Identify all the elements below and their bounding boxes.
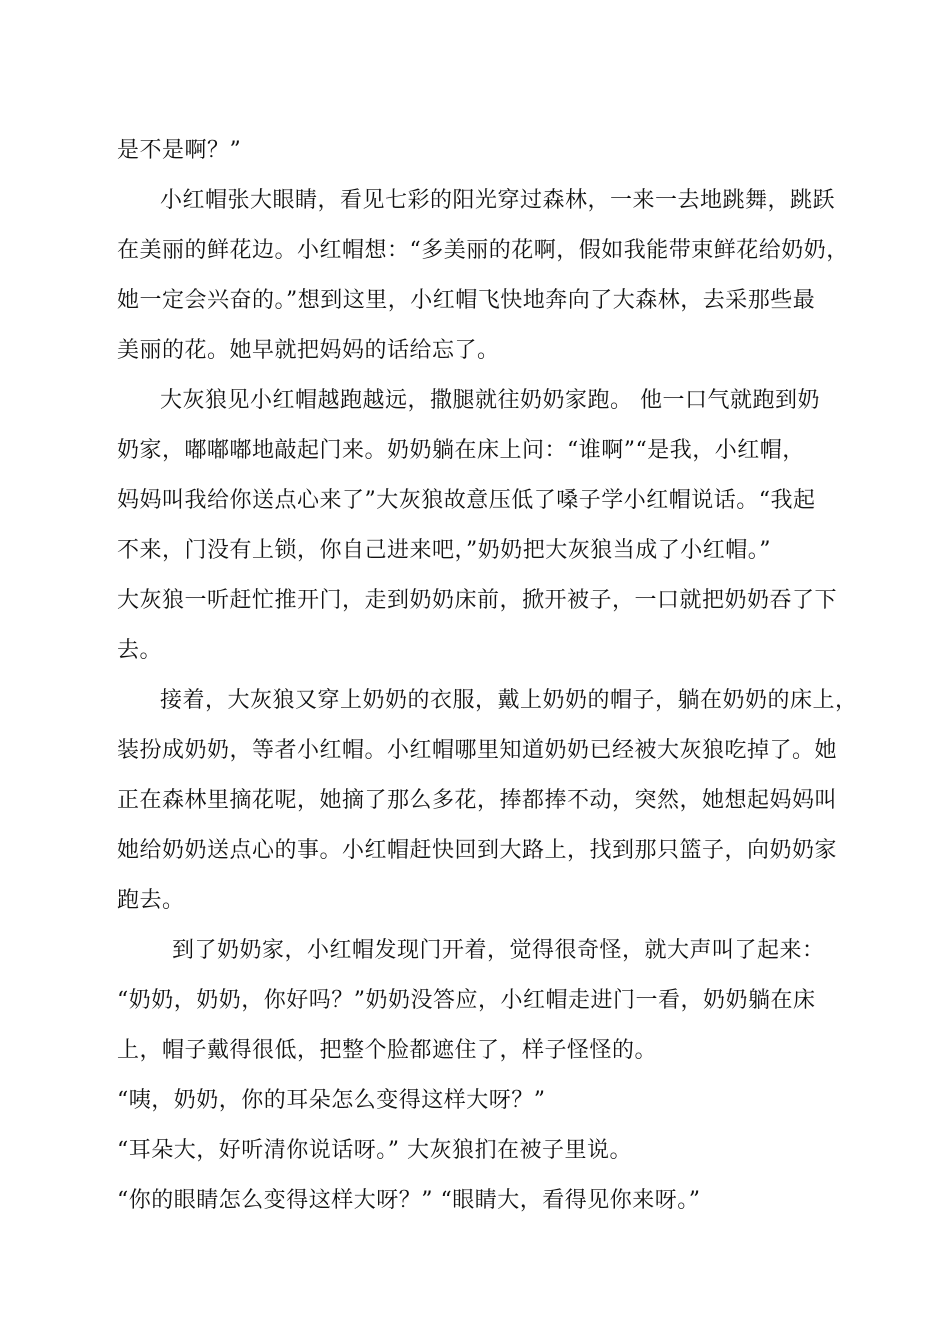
text-line-9: 不来，门没有上锁，你自己进来吧，”奶奶把大灰狼当成了小红帽。” — [117, 538, 771, 563]
text-line-21: “耳朵大，好听清你说话呀。” 大灰狼扪在被子里说。 — [117, 1138, 632, 1163]
text-line-8: 妈妈叫我给你送点心来了”大灰狼故意压低了嗓子学小红帽说话。“我起 — [117, 488, 816, 513]
text-line-1: 是不是啊？” — [117, 138, 242, 163]
text-line-14: 正在森林里摘花呢，她摘了那么多花，捧都捧不动，突然，她想起妈妈叫 — [117, 788, 838, 813]
text-line-2: 小红帽张大眼睛，看见七彩的阳光穿过森林，一来一去地跳舞，跳跃 — [160, 188, 836, 213]
text-line-13: 装扮成奶奶，等者小红帽。小红帽哪里知道奶奶已经被大灰狼吃掉了。她 — [117, 738, 838, 763]
text-line-20: “咦，奶奶，你的耳朵怎么变得这样大呀？” — [117, 1088, 546, 1113]
text-line-4: 她一定会兴奋的。”想到这里，小红帽飞快地奔向了大森林，去采那些最 — [117, 288, 816, 313]
text-line-6: 大灰狼见小红帽越跑越远，撒腿就往奶奶家跑。 他一口气就跑到奶 — [160, 388, 820, 413]
text-line-17: 到了奶奶家，小红帽发现门开着，觉得很奇怪，就大声叫了起来： — [172, 938, 825, 963]
text-line-3: 在美丽的鲜花边。小红帽想：“多美丽的花啊，假如我能带束鲜花给奶奶， — [117, 238, 849, 263]
text-line-7: 奶家，嘟嘟嘟地敲起门来。奶奶躺在床上问：“谁啊”“是我，小红帽， — [117, 438, 805, 463]
text-line-16: 跑去。 — [117, 888, 185, 913]
text-line-22: “你的眼睛怎么变得这样大呀？” “眼睛大，看得见你来呀。” — [117, 1188, 701, 1213]
text-line-11: 去。 — [117, 638, 163, 663]
text-line-5: 美丽的花。她早就把妈妈的话给忘了。 — [117, 338, 500, 363]
text-line-19: 上，帽子戴得很低，把整个脸都遮住了，样子怪怪的。 — [117, 1038, 658, 1063]
text-line-18: “奶奶，奶奶，你好吗？”奶奶没答应，小红帽走进门一看，奶奶躺在床 — [117, 988, 816, 1013]
text-line-12: 接着，大灰狼又穿上奶奶的衣服，戴上奶奶的帽子，躺在奶奶的床上， — [160, 688, 858, 713]
text-line-10: 大灰狼一听赶忙推开门，走到奶奶床前，掀开被子，一口就把奶奶吞了下 — [117, 588, 838, 613]
text-line-15: 她给奶奶送点心的事。小红帽赶快回到大路上，找到那只篮子，向奶奶家 — [117, 838, 838, 863]
